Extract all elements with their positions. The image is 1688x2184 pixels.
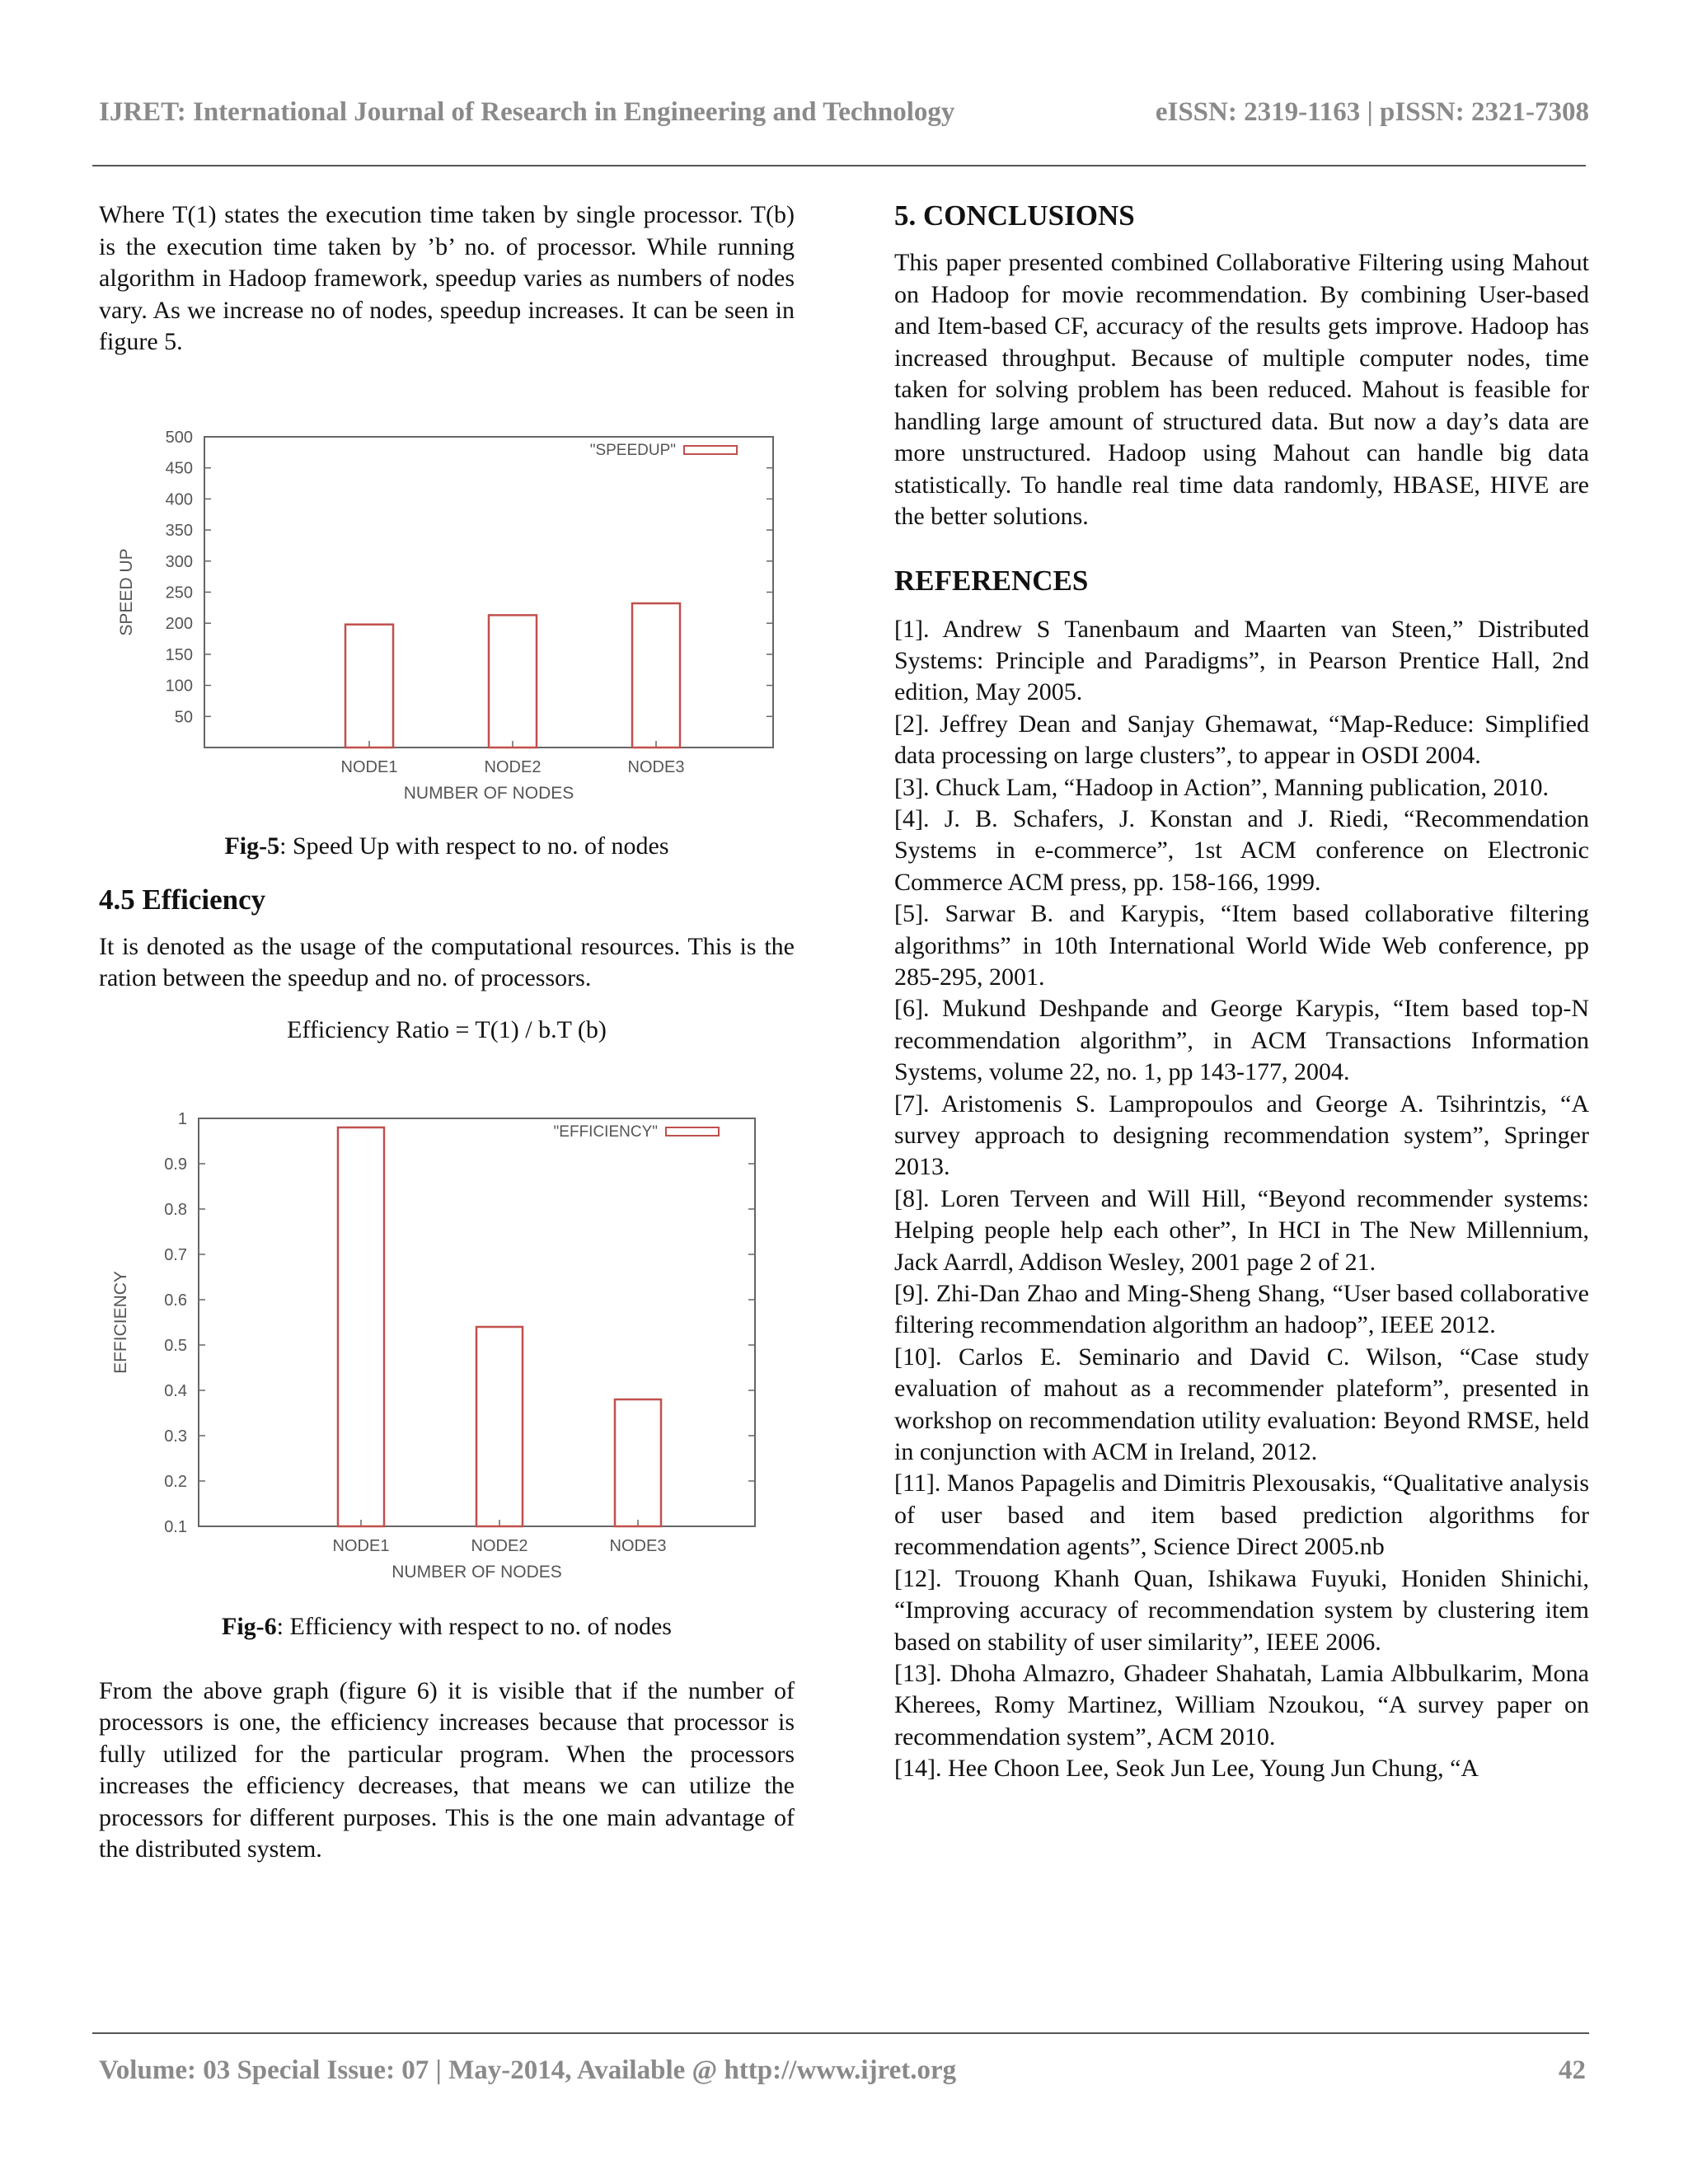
reference-item: [9]. Zhi-Dan Zhao and Ming-Sheng Shang, “User based collaborative filtering recommendation algorithm an hadoop”, IEEE 2012. [894,1280,1589,1339]
reference-item: [1]. Andrew S Tanenbaum and Maarten van Steen,” Distributed Systems: Principle and Paradigms”, in Pearson Prentice Hall, 2nd edition, May 2005. [894,615,1589,706]
reference-item: [4]. J. B. Schafers, J. Konstan and J. Riedi, “Recommendation Systems in e-commerce”, 1st ACM conference on Electronic Commerce ACM press, pp. 158-166, 1999. [894,804,1589,896]
closing-paragraph: From the above graph (figure 6) it is visible that if the number of processors is one, the efficiency increases because that processor is fully utilized for the particular program. When the processors increases the efficiency decreases, that means we can utilize the processors for different purposes. This is the one main advantage of the distributed system. [99,1676,795,1863]
intro-paragraph: Where T(1) states the execution time taken by single processor. T(b) is the execution time taken by ’b’ no. of processor. While running algorithm in Hadoop framework, speedup varies as numbers of nodes vary. As we increase no of nodes, speedup increases. It can be seen in figure 5. [99,201,795,355]
reference-item: [10]. Carlos E. Seminario and David C. Wilson, “Case study evaluation of mahout as a recommender plateform”, presented in workshop on recommendation utility evaluation: Beyond RMSE, held in conjunction with ACM in Ireland, 2012. [894,1343,1589,1466]
y-tick-label: 0.5 [164,1336,187,1355]
fig5-text: : Speed Up with respect to no. of nodes [279,832,669,860]
x-axis-label: NUMBER OF NODES [392,1562,562,1582]
bar [476,1327,523,1526]
x-tick-label: NODE2 [471,1536,528,1555]
x-tick-label: NODE3 [627,757,685,776]
reference-item: [3]. Chuck Lam, “Hadoop in Action”, Manning publication, 2010. [894,773,1550,801]
efficiency-paragraph: It is denoted as the usage of the computational resources. This is the ration between the speedup and no. of processors. [99,932,795,991]
y-axis-label: SPEED UP [117,547,136,636]
x-axis-label: NUMBER OF NODES [403,783,574,803]
y-tick-label: 500 [165,428,193,447]
right-column [894,199,1589,1785]
footer-volume: Volume: 03 Special Issue: 07 | May-2014, Available @ http://www.ijret.org [99,2055,957,2085]
y-tick-label: 0.7 [164,1245,187,1264]
y-tick-label: 0.2 [164,1472,187,1491]
y-tick-label: 300 [165,552,193,571]
reference-item: [5]. Sarwar B. and Karypis, “Item based collaborative filtering algorithms” in 10th International World Wide Web conference, pp 285-295, 2001. [894,900,1589,991]
y-axis-label: EFFICIENCY [111,1270,130,1374]
reference-item: [6]. Mukund Deshpande and George Karypis, “Item based top-N recommendation algorithm”, in ACM Transactions Information Systems, volume 22, no. 1, pp 143-177, 2004. [894,995,1589,1086]
y-tick-label: 350 [165,521,193,540]
y-tick-label: 0.3 [164,1427,187,1446]
references-list [894,614,1589,1785]
bar [338,1127,384,1526]
x-tick-label: NODE2 [484,757,542,776]
speedup-chart [99,420,795,816]
y-tick-label: 0.9 [164,1155,187,1174]
reference-item: [7]. Aristomenis S. Lampropoulos and George A. Tsihrintzis, “A survey approach to designing recommendation system”, Springer 2013. [894,1090,1589,1181]
y-tick-label: 0.1 [164,1517,187,1536]
y-tick-label: 150 [165,645,193,664]
fig6-label: Fig-6 [222,1612,277,1640]
conclusions-paragraph: This paper presented combined Collaborative Filtering using Mahout on Hadoop for movie recommendation. By combining User-based and Item-based CF, accuracy of the results gets improve. Hadoop has increased throughput. Because of multiple computer nodes, time taken for solving problem has been reduced. Mahout is feasible for handling large amount of structured data. But now a day’s data are more unstructured. Hadoop using Mahout can handle big data statistically. To handle real time data randomly, HBASE, HIVE are the better solutions. [894,249,1589,530]
bar [632,603,680,748]
reference-item: [8]. Loren Terveen and Will Hill, “Beyond recommender systems: Helping people help each other”, In HCI in The New Millennium, Jack Aarrdl, Addison Wesley, 2001 page 2 of 21. [894,1184,1589,1276]
references-heading: REFERENCES [894,564,1089,597]
fig6-caption [99,1613,795,1641]
issn-info: eISSN: 2319-1163 | pISSN: 2321-7308 [1155,97,1589,127]
reference-item: [13]. Dhoha Almazro, Ghadeer Shahatah, Lamia Albbulkarim, Mona Kherees, Romy Martinez, William Nzoukou, “A survey paper on recommendation system”, ACM 2010. [894,1659,1589,1750]
reference-item: [14]. Hee Choon Lee, Seok Jun Lee, Young Jun Chung, “A [894,1755,1479,1783]
fig5-label: Fig-5 [224,832,280,860]
fig6-text: : Efficiency with respect to no. of nodes [276,1612,672,1640]
x-tick-label: NODE1 [340,757,398,776]
y-tick-label: 1 [177,1109,187,1128]
fig5-caption [99,832,795,860]
journal-title: IJRET: International Journal of Research in Engineering and Technology [99,97,955,127]
y-tick-label: 100 [165,677,193,696]
legend-swatch [684,446,737,454]
header-rule [92,165,1586,166]
reference-item: [2]. Jeffrey Dean and Sanjay Ghemawat, “Map-Reduce: Simplified data processing on large clusters”, to appear in OSDI 2004. [894,710,1589,770]
conclusions-heading: 5. CONCLUSIONS [894,199,1135,232]
bar [489,615,537,748]
left-column [99,199,795,1866]
x-tick-label: NODE1 [332,1536,390,1555]
y-tick-label: 0.6 [164,1291,187,1310]
efficiency-formula: Efficiency Ratio = T(1) / b.T (b) [287,1015,607,1043]
x-tick-label: NODE3 [609,1536,667,1555]
legend-label: "EFFICIENCY" [553,1122,658,1141]
bar [345,624,393,747]
legend-label: "SPEEDUP" [589,441,676,459]
reference-item: [12]. Trouong Khanh Quan, Ishikawa Fuyuki, Honiden Shinichi, “Improving accuracy of recommendation system by clustering item based on stability of user similarity”, IEEE 2006. [894,1564,1589,1656]
y-tick-label: 250 [165,583,193,602]
y-tick-label: 400 [165,490,193,509]
bar [615,1399,661,1526]
section-heading-efficiency: 4.5 Efficiency [99,883,266,916]
y-tick-label: 450 [165,459,193,478]
legend-swatch [666,1127,719,1136]
y-tick-label: 50 [174,707,193,726]
y-tick-label: 0.4 [164,1381,187,1400]
reference-item: [11]. Manos Papagelis and Dimitris Plexousakis, “Qualitative analysis of user based and item based prediction algorithms for recommendation agents”, Science Direct 2005.nb [894,1469,1589,1561]
y-tick-label: 200 [165,614,193,633]
y-tick-label: 0.8 [164,1200,187,1219]
footer-rule [92,2032,1589,2034]
efficiency-chart [99,1102,795,1596]
page-number: 42 [1559,2055,1586,2085]
